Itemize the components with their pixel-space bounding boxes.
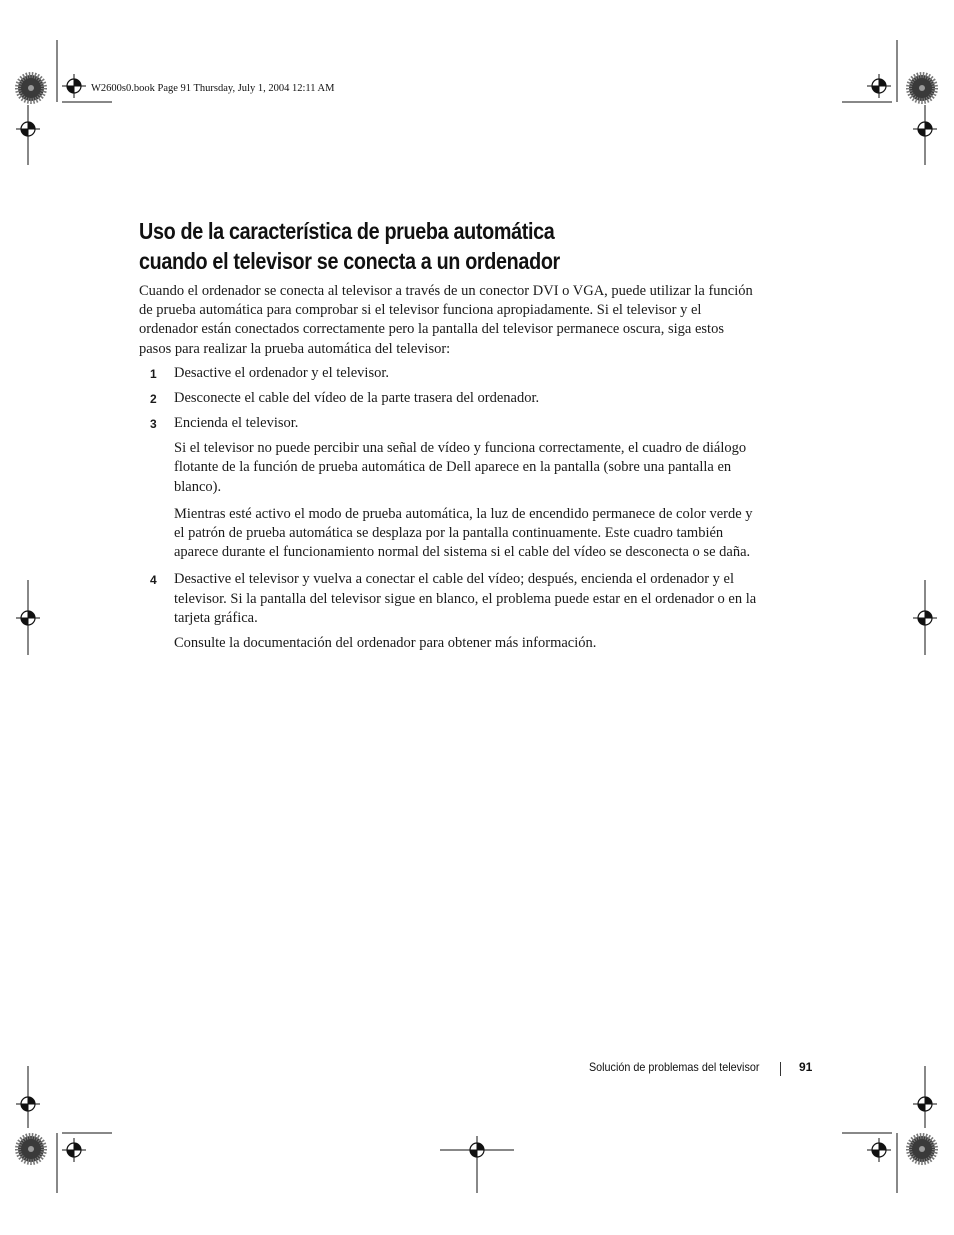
registration-crosshair-icon: [867, 1138, 891, 1162]
step-number: 2: [150, 392, 157, 406]
intro-paragraph: Cuando el ordenador se conecta al televisor a través de un conector DVI o VGA, puede utilizar la función de prueba automática para comprobar si el televisor funciona apropiadamente. Si el televisor y el ordenador están conectados correctamente pero la pantalla del televisor permanece oscura, siga estos pasos para realizar la prueba automática del televisor:: [139, 283, 753, 357]
step-note: Consulte la documentación del ordenador para obtener más información.: [174, 635, 597, 652]
step-note: Si el televisor no puede percibir una señal de vídeo y funciona correctamente, el cuadro de diálogo flotante de la función de prueba automática de Dell aparece en la pantalla (sobre una pantalla en blanco).: [174, 440, 747, 495]
step-text: Encienda el televisor.: [174, 415, 299, 431]
heading-line-1: Uso de la característica de prueba automática: [139, 218, 555, 244]
step-item: [150, 570, 765, 653]
registration-crosshair-icon: [62, 1138, 86, 1162]
step-note: Mientras esté activo el modo de prueba automática, la luz de encendido permanece de color verde y el patrón de prueba automática se desplaza por la pantalla continuamente. Este cuadro también aparece durante el funcionamiento normal del sistema si el cable del vídeo se desconecta o se daña.: [174, 505, 753, 561]
footer-section-title: Solución de problemas del televisor: [588, 1060, 759, 1074]
step-number: 1: [150, 367, 157, 381]
footer-divider: [780, 1062, 781, 1076]
steps-list: [150, 364, 765, 653]
step-number: 3: [150, 417, 157, 431]
registration-crosshair-icon: [867, 74, 891, 98]
step-text: Desactive el ordenador y el televisor.: [174, 365, 390, 381]
page-number: 91: [799, 1060, 813, 1074]
registration-starburst-icon: [909, 1136, 935, 1162]
section-heading: [139, 217, 689, 276]
registration-starburst-icon: [909, 75, 935, 101]
heading-line-2: cuando el televisor se conecta a un ordenador: [139, 247, 560, 274]
registration-starburst-icon: [18, 75, 44, 101]
step-number: 4: [150, 573, 157, 588]
registration-starburst-icon: [18, 1136, 44, 1162]
step-text: Desconecte el cable del vídeo de la parte trasera del ordenador.: [174, 390, 540, 406]
step-item: [150, 364, 765, 383]
step-text: Desactive el televisor y vuelva a conectar el cable del vídeo; después, encienda el ordenador y el televisor. Si la pantalla del televisor sigue en blanco, el problema puede estar en el ordenador o en la tarjeta gráfica.: [174, 571, 757, 626]
step-item: [150, 389, 765, 408]
step-item: [150, 414, 765, 562]
print-slug: W2600s0.book Page 91 Thursday, July 1, 2004 12:11 AM: [91, 83, 335, 94]
registration-crosshair-icon: [62, 74, 86, 98]
